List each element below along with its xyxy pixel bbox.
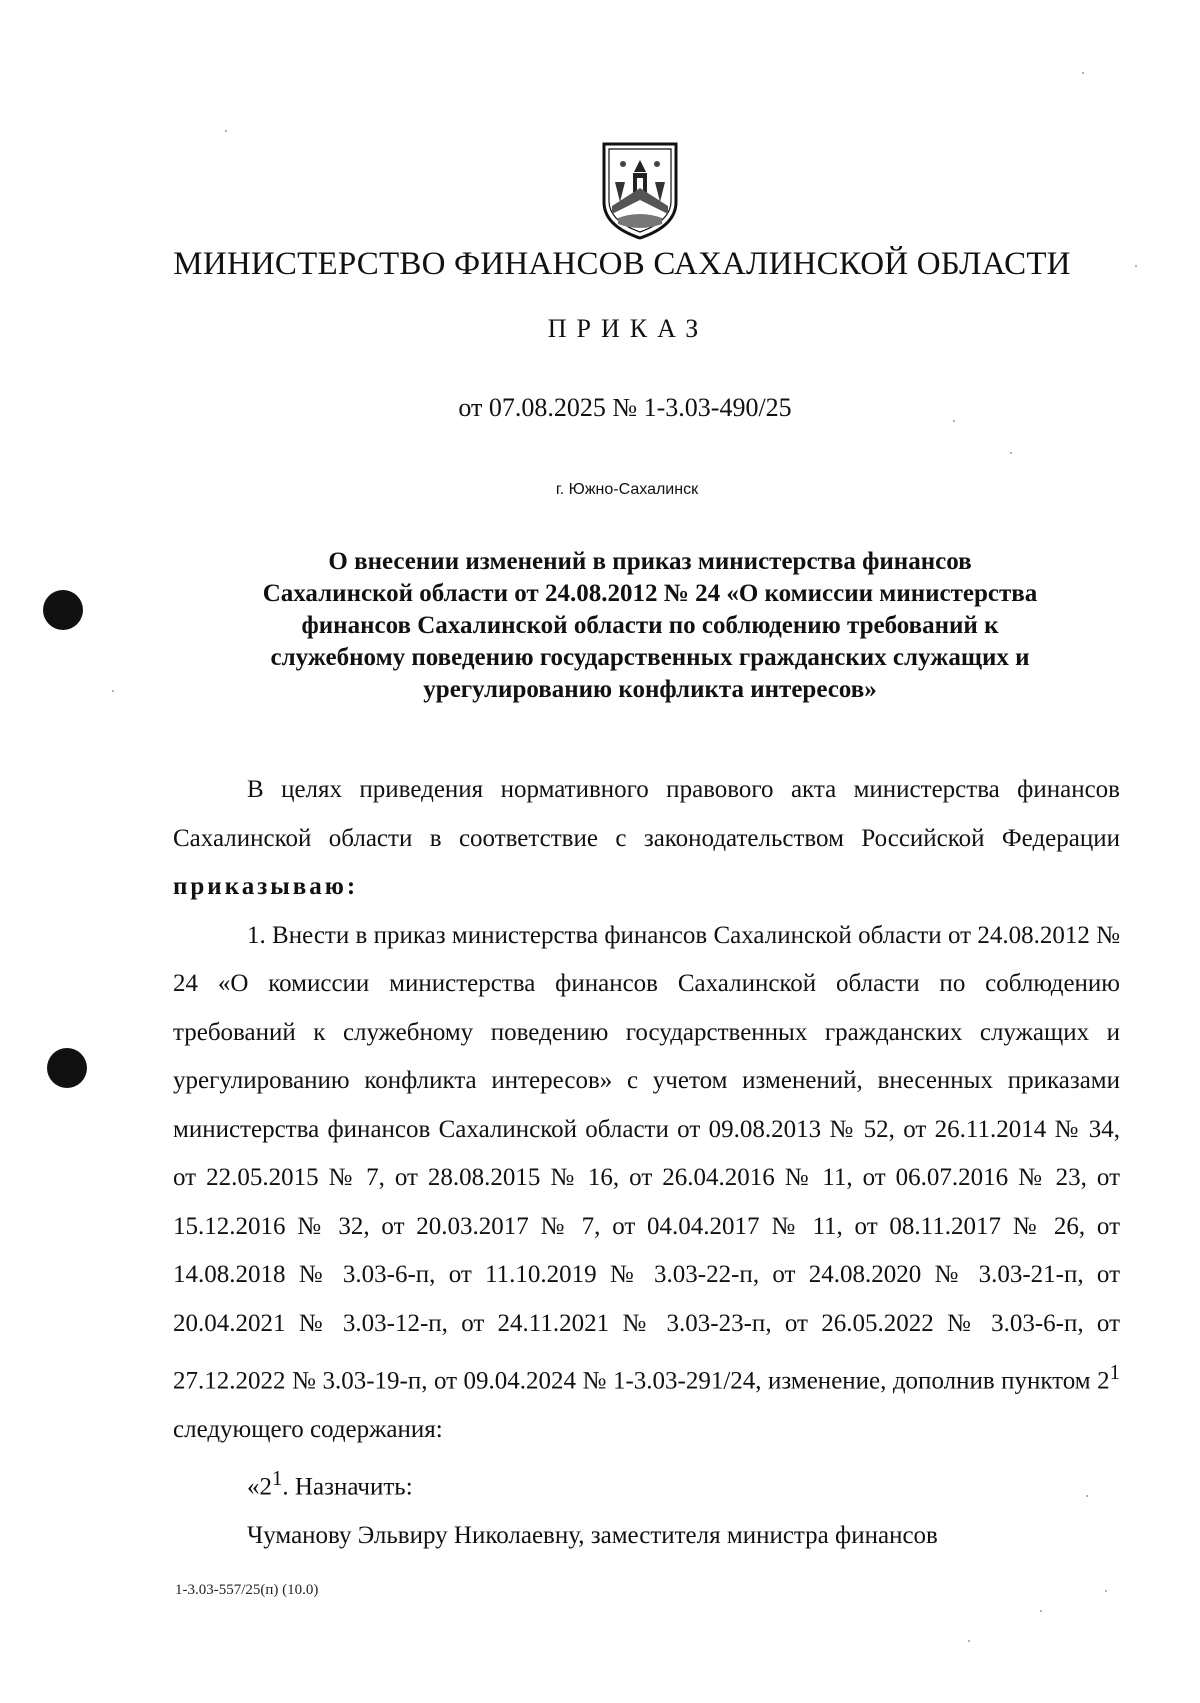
- subject-line: урегулированию конфликта интересов»: [423, 676, 877, 703]
- order-number: от 07.08.2025 № 1-3.03-490/25: [458, 393, 792, 422]
- preamble-text: В целях приведения нормативного правового акта министерства финансов Сахалинской области в соответствие с законодательством Российской Федерации: [173, 776, 1120, 852]
- preamble-paragraph: [173, 766, 1120, 912]
- clause-prefix: «2: [247, 1473, 272, 1501]
- scan-speck: [1040, 1610, 1042, 1612]
- subject-line: Сахалинской области от 24.08.2012 № 24 «О комиссии министерства: [262, 580, 1038, 607]
- scan-speck: [1086, 1495, 1088, 1497]
- order-subject: [190, 546, 1110, 706]
- subject-line: финансов Сахалинской области по соблюдению требований к: [301, 612, 999, 639]
- preamble-command: приказываю:: [173, 873, 359, 900]
- appointee-paragraph: [173, 1512, 1120, 1561]
- item-1-paragraph: [173, 912, 1120, 1455]
- coat-of-arms-icon: [598, 140, 682, 240]
- document-footer-code: 1-3.03-557/25(п) (10.0): [175, 1582, 319, 1598]
- clause-paragraph: [173, 1454, 1120, 1512]
- scan-speck: [112, 690, 114, 692]
- city-name: г. Южно-Сахалинск: [555, 481, 699, 498]
- item-1-superscript: 1: [1109, 1360, 1120, 1384]
- appointee-text: Чуманову Эльвиру Николаевну, заместителя министра финансов: [247, 1522, 938, 1550]
- order-body: [173, 766, 1120, 1561]
- scan-speck: [1135, 265, 1137, 267]
- subject-line: служебному поведению государственных гражданских служащих и: [270, 644, 1030, 671]
- scan-speck: [225, 130, 227, 132]
- item-1-end: следующего содержания:: [173, 1415, 443, 1443]
- scan-speck: [1082, 72, 1084, 74]
- binder-hole: [47, 1048, 87, 1088]
- scan-speck: [1105, 1590, 1107, 1592]
- scan-speck: [1010, 452, 1012, 454]
- clause-text: . Назначить:: [282, 1473, 413, 1501]
- scan-speck: [953, 420, 955, 422]
- ministry-title: МИНИСТЕРСТВО ФИНАНСОВ САХАЛИНСКОЙ ОБЛАСТИ: [173, 246, 1071, 282]
- item-1-text: 1. Внести в приказ министерства финансов Сахалинской области от 24.08.2012 № 24 «О комиссии министерства финансов Сахалинской области по соблюдению требований к служебному поведению государственных гражданских служащих и урегулированию конфликта интересов» с учетом изменений, внесенных приказами министерства финансов Сахалинской области от 09.08.2013 № 52, от 26.11.2014 № 34, от 22.05.2015 № 7, от 28.08.2015 № 16, от 26.04.2016 № 11, от 06.07.2016 № 23, от 15.12.2016 № 32, от 20.03.2017 № 7, от 04.04.2017 № 11, от 08.11.2017 № 26, от 14.08.2018 № 3.03-6-п, от 11.10.2019 № 3.03-22-п, от 24.08.2020 № 3.03-21-п, от 20.04.2021 № 3.03-12-п, от 24.11.2021 № 3.03-23-п, от 26.05.2022 № 3.03-6-п, от 27.12.2022 № 3.03-19-п, от 09.04.2024 № 1-3.03-291/24, изменение, дополнив пунктом 2: [173, 921, 1120, 1395]
- subject-line: О внесении изменений в приказ министерства финансов: [328, 548, 972, 575]
- order-title: ПРИКАЗ: [547, 314, 709, 343]
- binder-hole: [43, 590, 83, 630]
- scan-speck: [968, 1640, 970, 1642]
- clause-superscript: 1: [272, 1466, 283, 1491]
